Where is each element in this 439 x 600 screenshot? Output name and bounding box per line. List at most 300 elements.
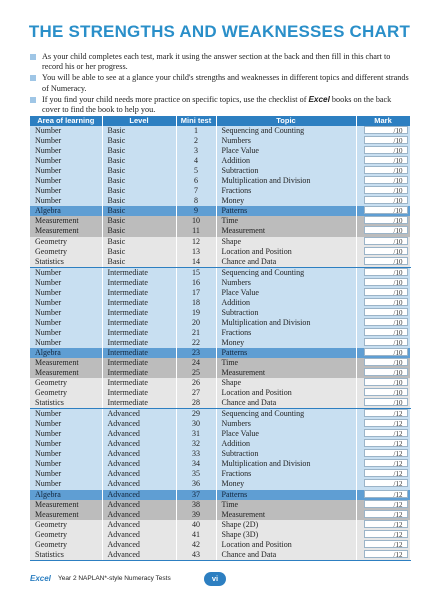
level-cell: Advanced bbox=[102, 479, 176, 489]
topic-cell: Chance and Data bbox=[216, 257, 356, 268]
area-cell: Number bbox=[30, 409, 102, 420]
topic-cell: Measurement bbox=[216, 368, 356, 378]
mark-cell bbox=[356, 439, 410, 449]
mark-entry-box[interactable]: /10 bbox=[364, 338, 408, 346]
level-cell: Intermediate bbox=[102, 368, 176, 378]
mini-test-cell: 41 bbox=[176, 530, 216, 540]
topic-cell: Patterns bbox=[216, 206, 356, 216]
mark-entry-box[interactable]: /12 bbox=[364, 530, 408, 538]
table-row bbox=[30, 378, 410, 388]
mark-entry-box[interactable]: /10 bbox=[364, 398, 408, 406]
level-cell: Advanced bbox=[102, 510, 176, 520]
mark-cell bbox=[356, 136, 410, 146]
mini-test-cell: 12 bbox=[176, 237, 216, 247]
area-cell: Algebra bbox=[30, 348, 102, 358]
mark-entry-box[interactable]: /10 bbox=[364, 318, 408, 326]
mark-entry-box[interactable]: /10 bbox=[364, 257, 408, 265]
table-row bbox=[30, 459, 410, 469]
area-cell: Geometry bbox=[30, 520, 102, 530]
level-cell: Basic bbox=[102, 136, 176, 146]
topic-cell: Fractions bbox=[216, 328, 356, 338]
mini-test-cell: 24 bbox=[176, 358, 216, 368]
level-cell: Intermediate bbox=[102, 278, 176, 288]
mark-entry-box[interactable]: /12 bbox=[364, 469, 408, 477]
table-row bbox=[30, 308, 410, 318]
level-cell: Advanced bbox=[102, 439, 176, 449]
level-cell: Intermediate bbox=[102, 298, 176, 308]
mark-entry-box[interactable]: /12 bbox=[364, 429, 408, 437]
table-row bbox=[30, 226, 410, 236]
level-cell: Advanced bbox=[102, 409, 176, 420]
topic-cell: Patterns bbox=[216, 490, 356, 500]
bullet-text: books on the back cover to find the book to help you. bbox=[42, 94, 392, 115]
table-row bbox=[30, 500, 410, 510]
mini-test-cell: 22 bbox=[176, 338, 216, 348]
mark-entry-box[interactable]: /10 bbox=[364, 298, 408, 306]
table-row bbox=[30, 257, 410, 268]
topic-cell: Location and Position bbox=[216, 388, 356, 398]
mark-entry-box[interactable]: /10 bbox=[364, 288, 408, 296]
level-cell: Advanced bbox=[102, 429, 176, 439]
mark-cell bbox=[356, 328, 410, 338]
mark-cell bbox=[356, 176, 410, 186]
mark-cell bbox=[356, 206, 410, 216]
table-row bbox=[30, 510, 410, 520]
area-cell: Statistics bbox=[30, 398, 102, 409]
level-cell: Basic bbox=[102, 126, 176, 136]
mini-test-cell: 13 bbox=[176, 247, 216, 257]
area-cell: Number bbox=[30, 459, 102, 469]
mark-cell bbox=[356, 308, 410, 318]
level-cell: Basic bbox=[102, 226, 176, 236]
mini-test-cell: 20 bbox=[176, 318, 216, 328]
table-row bbox=[30, 530, 410, 540]
table-row bbox=[30, 388, 410, 398]
level-cell: Basic bbox=[102, 247, 176, 257]
mark-cell bbox=[356, 298, 410, 308]
mark-cell bbox=[356, 388, 410, 398]
mini-test-cell: 39 bbox=[176, 510, 216, 520]
area-cell: Geometry bbox=[30, 378, 102, 388]
area-cell: Geometry bbox=[30, 237, 102, 247]
excel-logo: Excel bbox=[30, 574, 51, 583]
level-cell: Advanced bbox=[102, 449, 176, 459]
topic-cell: Location and Position bbox=[216, 247, 356, 257]
mini-test-cell: 1 bbox=[176, 126, 216, 136]
table-row bbox=[30, 368, 410, 378]
mark-entry-box[interactable]: /12 bbox=[364, 459, 408, 467]
header-area: Area of learning bbox=[30, 116, 102, 126]
mark-entry-box[interactable]: /12 bbox=[364, 449, 408, 457]
mini-test-cell: 42 bbox=[176, 540, 216, 550]
topic-cell: Time bbox=[216, 358, 356, 368]
area-cell: Statistics bbox=[30, 257, 102, 268]
mark-cell bbox=[356, 247, 410, 257]
mark-cell bbox=[356, 419, 410, 429]
topic-cell: Sequencing and Counting bbox=[216, 126, 356, 136]
mark-entry-box[interactable]: /12 bbox=[364, 490, 408, 498]
topic-cell: Money bbox=[216, 338, 356, 348]
level-cell: Basic bbox=[102, 156, 176, 166]
area-cell: Geometry bbox=[30, 388, 102, 398]
mini-test-cell: 37 bbox=[176, 490, 216, 500]
header-topic: Topic bbox=[216, 116, 356, 126]
area-cell: Number bbox=[30, 479, 102, 489]
mark-cell bbox=[356, 500, 410, 510]
table-row bbox=[30, 318, 410, 328]
mark-entry-box[interactable]: /12 bbox=[364, 500, 408, 508]
level-cell: Intermediate bbox=[102, 358, 176, 368]
mark-cell bbox=[356, 146, 410, 156]
mini-test-cell: 25 bbox=[176, 368, 216, 378]
table-row bbox=[30, 278, 410, 288]
topic-cell: Chance and Data bbox=[216, 550, 356, 561]
table-row bbox=[30, 469, 410, 479]
topic-cell: Sequencing and Counting bbox=[216, 409, 356, 420]
mark-entry-box[interactable]: /10 bbox=[364, 358, 408, 366]
mark-entry-box[interactable]: /10 bbox=[364, 328, 408, 336]
topic-cell: Shape bbox=[216, 378, 356, 388]
mini-test-cell: 40 bbox=[176, 520, 216, 530]
level-cell: Basic bbox=[102, 146, 176, 156]
mark-cell bbox=[356, 540, 410, 550]
level-cell: Basic bbox=[102, 206, 176, 216]
level-cell: Basic bbox=[102, 237, 176, 247]
mark-entry-box[interactable]: /12 bbox=[364, 520, 408, 528]
topic-cell: Money bbox=[216, 479, 356, 489]
square-bullet-icon bbox=[30, 54, 36, 60]
bullet-text: You will be able to see at a glance your child's strengths and weaknesses in different topics and different strands of Numeracy. bbox=[42, 73, 409, 93]
mini-test-cell: 29 bbox=[176, 409, 216, 420]
header-mini-test: Mini test bbox=[176, 116, 216, 126]
table-row bbox=[30, 237, 410, 247]
table-row bbox=[30, 206, 410, 216]
table-row bbox=[30, 490, 410, 500]
mark-entry-box[interactable]: /12 bbox=[364, 419, 408, 427]
level-cell: Basic bbox=[102, 196, 176, 206]
topic-cell: Chance and Data bbox=[216, 398, 356, 409]
mini-test-cell: 10 bbox=[176, 216, 216, 226]
topic-cell: Place Value bbox=[216, 146, 356, 156]
area-cell: Measurement bbox=[30, 226, 102, 236]
area-cell: Geometry bbox=[30, 540, 102, 550]
mini-test-cell: 17 bbox=[176, 288, 216, 298]
table-row bbox=[30, 156, 410, 166]
table-row bbox=[30, 348, 410, 358]
bullet-text: As your child completes each test, mark it using the answer section at the back and then fill in this chart to record his or her progress. bbox=[42, 52, 391, 72]
mark-cell bbox=[356, 257, 410, 268]
table-row bbox=[30, 288, 410, 298]
level-cell: Intermediate bbox=[102, 398, 176, 409]
mark-entry-box[interactable]: /10 bbox=[364, 146, 408, 154]
topic-cell: Addition bbox=[216, 156, 356, 166]
page-number: vi bbox=[204, 572, 226, 586]
mark-cell bbox=[356, 126, 410, 136]
area-cell: Number bbox=[30, 288, 102, 298]
mark-entry-box[interactable]: /10 bbox=[364, 126, 408, 134]
intro-bullet bbox=[30, 73, 410, 93]
area-cell: Statistics bbox=[30, 550, 102, 561]
table-row bbox=[30, 479, 410, 489]
level-cell: Basic bbox=[102, 216, 176, 226]
topic-cell: Measurement bbox=[216, 510, 356, 520]
mark-cell bbox=[356, 469, 410, 479]
footer-book-title: Year 2 NAPLAN*-style Numeracy Tests bbox=[58, 575, 171, 582]
level-cell: Intermediate bbox=[102, 318, 176, 328]
topic-cell: Shape (2D) bbox=[216, 520, 356, 530]
square-bullet-icon bbox=[30, 75, 36, 81]
mark-cell bbox=[356, 278, 410, 288]
area-cell: Measurement bbox=[30, 368, 102, 378]
level-cell: Basic bbox=[102, 257, 176, 268]
area-cell: Number bbox=[30, 176, 102, 186]
area-cell: Measurement bbox=[30, 500, 102, 510]
topic-cell: Patterns bbox=[216, 348, 356, 358]
mark-cell bbox=[356, 196, 410, 206]
area-cell: Number bbox=[30, 196, 102, 206]
topic-cell: Time bbox=[216, 216, 356, 226]
topic-cell: Shape bbox=[216, 237, 356, 247]
mini-test-cell: 16 bbox=[176, 278, 216, 288]
mini-test-cell: 28 bbox=[176, 398, 216, 409]
mark-entry-box[interactable]: /10 bbox=[364, 136, 408, 144]
mini-test-cell: 34 bbox=[176, 459, 216, 469]
mini-test-cell: 6 bbox=[176, 176, 216, 186]
mark-entry-box[interactable]: /10 bbox=[364, 156, 408, 164]
mini-test-cell: 9 bbox=[176, 206, 216, 216]
level-cell: Advanced bbox=[102, 540, 176, 550]
level-cell: Intermediate bbox=[102, 338, 176, 348]
mark-entry-box[interactable]: /12 bbox=[364, 439, 408, 447]
mark-entry-box[interactable]: /10 bbox=[364, 368, 408, 376]
area-cell: Number bbox=[30, 156, 102, 166]
mark-cell bbox=[356, 216, 410, 226]
topic-cell: Numbers bbox=[216, 136, 356, 146]
table-body bbox=[30, 126, 410, 560]
mark-entry-box[interactable]: /10 bbox=[364, 166, 408, 174]
topic-cell: Numbers bbox=[216, 278, 356, 288]
mark-entry-box[interactable]: /10 bbox=[364, 388, 408, 396]
mark-cell bbox=[356, 429, 410, 439]
area-cell: Measurement bbox=[30, 510, 102, 520]
mark-cell bbox=[356, 398, 410, 409]
topic-cell: Sequencing and Counting bbox=[216, 267, 356, 278]
mark-entry-box[interactable]: /10 bbox=[364, 237, 408, 245]
level-cell: Intermediate bbox=[102, 378, 176, 388]
level-cell: Advanced bbox=[102, 520, 176, 530]
mark-entry-box[interactable]: /10 bbox=[364, 216, 408, 224]
table-row bbox=[30, 409, 410, 420]
mini-test-cell: 5 bbox=[176, 166, 216, 176]
area-cell: Number bbox=[30, 318, 102, 328]
bullet-text: If you find your child needs more practice on specific topics, use the checklist of bbox=[42, 94, 309, 104]
level-cell: Intermediate bbox=[102, 388, 176, 398]
topic-cell: Fractions bbox=[216, 186, 356, 196]
area-cell: Number bbox=[30, 308, 102, 318]
mark-cell bbox=[356, 479, 410, 489]
mini-test-cell: 14 bbox=[176, 257, 216, 268]
area-cell: Number bbox=[30, 166, 102, 176]
topic-cell: Place Value bbox=[216, 288, 356, 298]
mark-cell bbox=[356, 368, 410, 378]
level-cell: Advanced bbox=[102, 459, 176, 469]
area-cell: Number bbox=[30, 146, 102, 156]
mini-test-cell: 33 bbox=[176, 449, 216, 459]
mini-test-cell: 31 bbox=[176, 429, 216, 439]
level-cell: Advanced bbox=[102, 550, 176, 561]
area-cell: Number bbox=[30, 429, 102, 439]
topic-cell: Subtraction bbox=[216, 166, 356, 176]
area-cell: Algebra bbox=[30, 490, 102, 500]
mark-entry-box[interactable]: /10 bbox=[364, 206, 408, 214]
mark-entry-box[interactable]: /12 bbox=[364, 479, 408, 487]
mini-test-cell: 21 bbox=[176, 328, 216, 338]
table-header-row bbox=[30, 116, 410, 126]
mark-cell bbox=[356, 530, 410, 540]
mark-entry-box[interactable]: /12 bbox=[364, 409, 408, 417]
topic-cell: Money bbox=[216, 196, 356, 206]
mini-test-cell: 8 bbox=[176, 196, 216, 206]
mark-cell bbox=[356, 156, 410, 166]
mini-test-cell: 35 bbox=[176, 469, 216, 479]
table-row bbox=[30, 520, 410, 530]
mini-test-cell: 43 bbox=[176, 550, 216, 561]
mark-entry-box[interactable]: /10 bbox=[364, 278, 408, 286]
intro-bullet bbox=[30, 95, 410, 115]
mark-cell bbox=[356, 358, 410, 368]
level-cell: Advanced bbox=[102, 490, 176, 500]
level-cell: Basic bbox=[102, 176, 176, 186]
topic-cell: Subtraction bbox=[216, 308, 356, 318]
mini-test-cell: 11 bbox=[176, 226, 216, 236]
mini-test-cell: 4 bbox=[176, 156, 216, 166]
area-cell: Number bbox=[30, 278, 102, 288]
topic-cell: Multiplication and Division bbox=[216, 459, 356, 469]
mark-cell bbox=[356, 409, 410, 420]
mark-entry-box[interactable]: /10 bbox=[364, 268, 408, 276]
mini-test-cell: 18 bbox=[176, 298, 216, 308]
area-cell: Number bbox=[30, 439, 102, 449]
mark-cell bbox=[356, 237, 410, 247]
table-row bbox=[30, 429, 410, 439]
mark-cell bbox=[356, 267, 410, 278]
mark-cell bbox=[356, 459, 410, 469]
level-cell: Intermediate bbox=[102, 348, 176, 358]
mark-cell bbox=[356, 378, 410, 388]
table-row bbox=[30, 126, 410, 136]
mark-cell bbox=[356, 338, 410, 348]
mark-entry-box[interactable]: /10 bbox=[364, 378, 408, 386]
mini-test-cell: 38 bbox=[176, 500, 216, 510]
mark-entry-box[interactable]: /12 bbox=[364, 510, 408, 518]
topic-cell: Addition bbox=[216, 439, 356, 449]
table-row bbox=[30, 419, 410, 429]
mark-entry-box[interactable]: /10 bbox=[364, 348, 408, 356]
mark-cell bbox=[356, 550, 410, 561]
mini-test-cell: 32 bbox=[176, 439, 216, 449]
mark-entry-box[interactable]: /12 bbox=[364, 540, 408, 548]
table-row bbox=[30, 398, 410, 409]
area-cell: Number bbox=[30, 136, 102, 146]
topic-cell: Measurement bbox=[216, 226, 356, 236]
mini-test-cell: 36 bbox=[176, 479, 216, 489]
table-row bbox=[30, 550, 410, 561]
mark-entry-box[interactable]: /10 bbox=[364, 226, 408, 234]
mark-entry-box[interactable]: /10 bbox=[364, 308, 408, 316]
area-cell: Geometry bbox=[30, 247, 102, 257]
topic-cell: Shape (3D) bbox=[216, 530, 356, 540]
intro-instructions bbox=[30, 52, 410, 116]
topic-cell: Location and Position bbox=[216, 540, 356, 550]
topic-cell: Subtraction bbox=[216, 449, 356, 459]
page-title: THE STRENGTHS AND WEAKNESSES CHART bbox=[28, 22, 411, 41]
table-row bbox=[30, 358, 410, 368]
area-cell: Number bbox=[30, 338, 102, 348]
mini-test-cell: 23 bbox=[176, 348, 216, 358]
mark-entry-box[interactable]: /12 bbox=[364, 550, 408, 558]
mark-entry-box[interactable]: /10 bbox=[364, 196, 408, 204]
level-cell: Advanced bbox=[102, 419, 176, 429]
intro-bullet bbox=[30, 52, 410, 72]
mark-cell bbox=[356, 449, 410, 459]
level-cell: Advanced bbox=[102, 469, 176, 479]
topic-cell: Addition bbox=[216, 298, 356, 308]
header-mark: Mark bbox=[356, 116, 410, 126]
mark-cell bbox=[356, 186, 410, 196]
mini-test-cell: 30 bbox=[176, 419, 216, 429]
table-row bbox=[30, 328, 410, 338]
topic-cell: Multiplication and Division bbox=[216, 318, 356, 328]
mini-test-cell: 3 bbox=[176, 146, 216, 156]
level-cell: Basic bbox=[102, 166, 176, 176]
table-row bbox=[30, 540, 410, 550]
area-cell: Number bbox=[30, 186, 102, 196]
mini-test-cell: 7 bbox=[176, 186, 216, 196]
area-cell: Number bbox=[30, 419, 102, 429]
mini-test-cell: 26 bbox=[176, 378, 216, 388]
mini-test-cell: 19 bbox=[176, 308, 216, 318]
topic-cell: Time bbox=[216, 500, 356, 510]
table-row bbox=[30, 439, 410, 449]
area-cell: Geometry bbox=[30, 530, 102, 540]
page-footer bbox=[30, 574, 410, 586]
mark-entry-box[interactable]: /10 bbox=[364, 176, 408, 184]
mark-entry-box[interactable]: /10 bbox=[364, 247, 408, 255]
table-row bbox=[30, 247, 410, 257]
table-row bbox=[30, 196, 410, 206]
area-cell: Number bbox=[30, 449, 102, 459]
table-row bbox=[30, 186, 410, 196]
area-cell: Number bbox=[30, 469, 102, 479]
table-row bbox=[30, 338, 410, 348]
mark-cell bbox=[356, 510, 410, 520]
mark-entry-box[interactable]: /10 bbox=[364, 186, 408, 194]
strengths-weaknesses-table bbox=[30, 116, 411, 561]
topic-cell: Fractions bbox=[216, 469, 356, 479]
table-row bbox=[30, 267, 410, 278]
area-cell: Number bbox=[30, 298, 102, 308]
mark-cell bbox=[356, 288, 410, 298]
area-cell: Algebra bbox=[30, 206, 102, 216]
mini-test-cell: 2 bbox=[176, 136, 216, 146]
mark-cell bbox=[356, 318, 410, 328]
table-row bbox=[30, 216, 410, 226]
mark-cell bbox=[356, 490, 410, 500]
topic-cell: Multiplication and Division bbox=[216, 176, 356, 186]
area-cell: Number bbox=[30, 328, 102, 338]
excel-brand-inline: Excel bbox=[308, 94, 330, 104]
level-cell: Intermediate bbox=[102, 308, 176, 318]
